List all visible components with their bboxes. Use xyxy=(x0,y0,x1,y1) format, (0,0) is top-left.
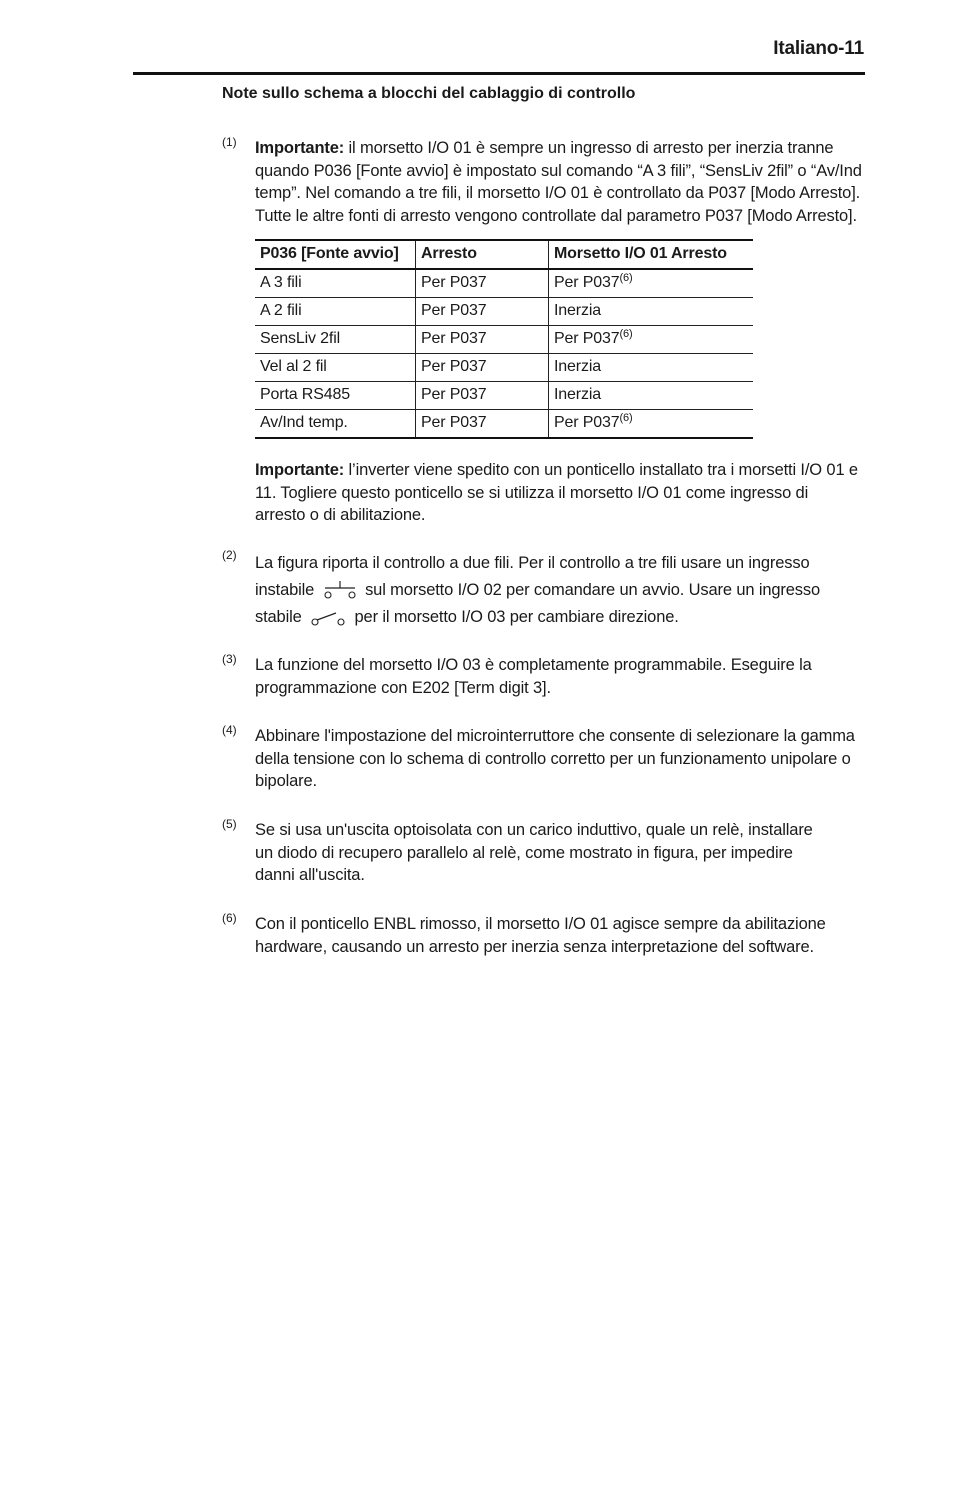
table-cell xyxy=(416,269,549,298)
table-cell xyxy=(416,298,549,326)
note-3-text: La funzione del morsetto I/O 03 è completamente programmabile. Eseguire la programmazione con E202 [Term digit 3]. xyxy=(255,656,812,697)
table-cell xyxy=(255,298,416,326)
note-4 xyxy=(222,725,862,793)
table-cell xyxy=(549,410,754,439)
note-number: (5) xyxy=(222,817,237,831)
table-row xyxy=(255,410,753,439)
cell-text: Vel al 2 fil xyxy=(260,358,327,376)
table-cell xyxy=(549,354,754,382)
table-row xyxy=(255,298,753,326)
table-cell xyxy=(255,382,416,410)
cell-text: Per P037 xyxy=(421,330,487,348)
important-label: Importante: xyxy=(255,461,345,479)
table-cell xyxy=(549,269,754,298)
note-1-text xyxy=(255,137,862,227)
table-cell xyxy=(255,269,416,298)
momentary-switch-icon xyxy=(323,579,357,601)
header-rule xyxy=(133,72,865,75)
cell-text: Per P037 xyxy=(421,386,487,404)
important-note-2 xyxy=(255,459,862,527)
cell-text: Inerzia xyxy=(554,358,601,376)
table-header-row xyxy=(255,240,753,269)
note-5-text: Se si usa un'uscita optoisolata con un carico induttivo, quale un relè, installare un diodo di recupero parallelo al relè, come mostrato in figura, per impedire danni all'uscita. xyxy=(255,821,813,884)
footnote-ref: (6) xyxy=(619,272,633,285)
table-cell xyxy=(416,410,549,439)
cell-text: Per P037 xyxy=(554,274,620,292)
note-5 xyxy=(222,819,862,887)
table-row xyxy=(255,354,753,382)
footnote-ref: (6) xyxy=(619,412,633,425)
cell-text: Porta RS485 xyxy=(260,386,350,404)
note-2-part1: La figura riporta il controllo a due fili. Per il controllo a tre fili usare un ingresso instabile xyxy=(255,554,810,599)
section-heading: Note sullo schema a blocchi del cablaggio di controllo xyxy=(222,85,636,102)
note-1 xyxy=(222,137,862,527)
important-label: Importante: xyxy=(255,139,345,157)
maintained-switch-icon xyxy=(310,610,346,628)
table-cell xyxy=(416,382,549,410)
cell-text: Per P037 xyxy=(421,414,487,432)
cell-text: Per P037 xyxy=(554,330,620,348)
important-note-2-body: l’inverter viene spedito con un ponticello installato tra i morsetti I/O 01 e 11. Togliere questo ponticello se si utilizza il morsetto I/O 01 come ingresso di arresto o di abilitazione. xyxy=(255,461,858,524)
cell-text: A 3 fili xyxy=(260,274,302,292)
table-row xyxy=(255,382,753,410)
note-2-part3: per il morsetto I/O 03 per cambiare direzione. xyxy=(354,608,679,626)
table-cell xyxy=(255,410,416,439)
note-6-text: Con il ponticello ENBL rimosso, il morsetto I/O 01 agisce sempre da abilitazione hardware, causando un arresto per inerzia senza interpretazione del software. xyxy=(255,915,826,956)
note-1-body: il morsetto I/O 01 è sempre un ingresso di arresto per inerzia tranne quando P036 [Fonte avvio] è impostato sul comando “A 3 fili”, “SensLiv 2fil” o “Av/Ind temp”. Nel comando a tre fili, il morsetto I/O 01 è controllato da P037 [Modo Arresto]. Tutte le altre fonti di arresto vengono controllate dal parametro P037 [Modo Arresto]. xyxy=(255,139,862,225)
note-2-part2: sul morsetto I/O 02 per comandare un avvio. Usare un ingresso stabile xyxy=(255,581,820,626)
table-cell xyxy=(255,354,416,382)
note-2 xyxy=(222,550,862,631)
table-header-cell: Morsetto I/O 01 Arresto xyxy=(549,240,754,269)
table-row xyxy=(255,269,753,298)
cell-text: Per P037 xyxy=(554,414,620,432)
cell-text: A 2 fili xyxy=(260,302,302,320)
table-header-cell: Arresto xyxy=(416,240,549,269)
note-number: (2) xyxy=(222,548,237,562)
note-number: (3) xyxy=(222,652,237,666)
footnote-ref: (6) xyxy=(619,328,633,341)
table-row xyxy=(255,326,753,354)
note-4-text: Abbinare l'impostazione del microinterruttore che consente di selezionare la gamma della tensione con lo schema di controllo corretto per un funzionamento unipolare o bipolare. xyxy=(255,727,855,790)
table-cell xyxy=(255,326,416,354)
cell-text: Inerzia xyxy=(554,386,601,404)
table-cell xyxy=(549,382,754,410)
cell-text: Per P037 xyxy=(421,302,487,320)
note-number: (4) xyxy=(222,723,237,737)
note-6 xyxy=(222,913,862,958)
table-cell xyxy=(416,326,549,354)
page-header-title: Italiano-11 xyxy=(773,38,864,59)
table-cell xyxy=(549,298,754,326)
table-cell xyxy=(416,354,549,382)
note-3 xyxy=(222,654,862,699)
cell-text: SensLiv 2fil xyxy=(260,330,341,348)
cell-text: Per P037 xyxy=(421,358,487,376)
note-number: (6) xyxy=(222,911,237,925)
cell-text: Per P037 xyxy=(421,274,487,292)
table-header-cell: P036 [Fonte avvio] xyxy=(255,240,416,269)
table-cell xyxy=(549,326,754,354)
cell-text: Av/Ind temp. xyxy=(260,414,348,432)
note-number: (1) xyxy=(222,135,237,149)
cell-text: Inerzia xyxy=(554,302,601,320)
fonte-avvio-table xyxy=(255,239,753,439)
